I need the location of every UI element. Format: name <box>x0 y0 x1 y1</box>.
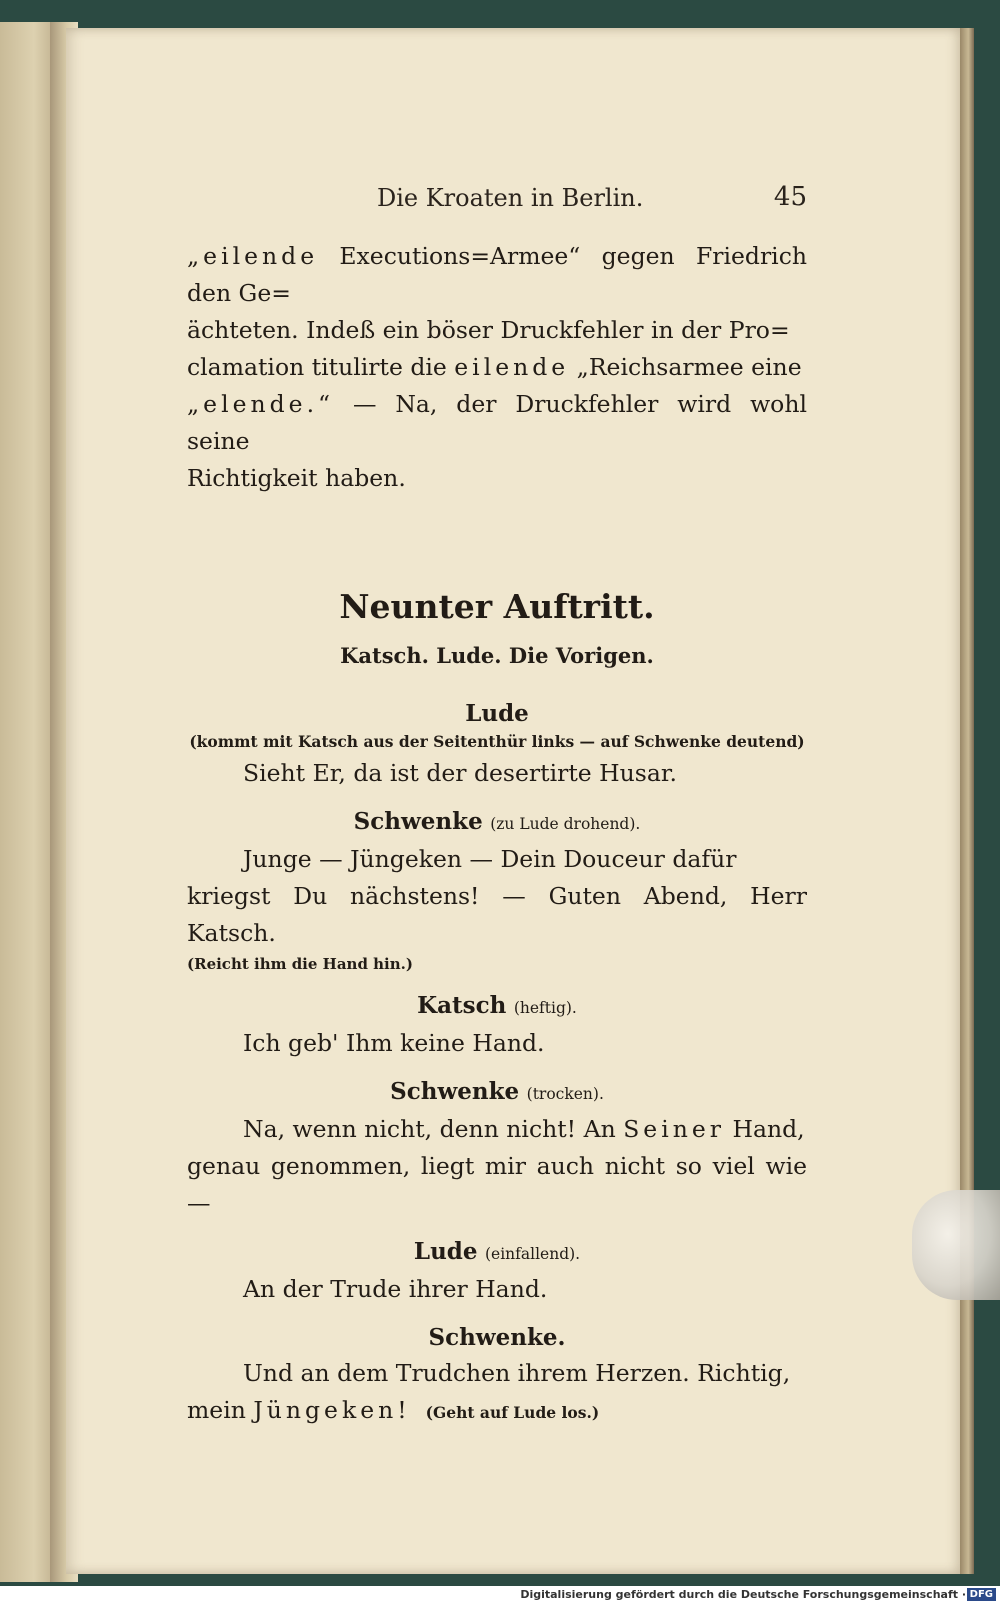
dfg-logo: DFG <box>967 1588 996 1601</box>
dialogue-line: genau genommen, liegt mir auch nicht so viel wie — <box>187 1152 807 1217</box>
funding-credit: Digitalisierung gefördert durch die Deutsche Forschungsgemeinschaft · <box>520 1588 966 1601</box>
stage-direction: (einfallend). <box>484 1245 581 1263</box>
stage-direction: (Reicht ihm die Hand hin.) <box>187 955 413 973</box>
speaker-name: Schwenke <box>390 1078 520 1105</box>
text-span: — Na, der Druckfehler wird wohl seine <box>187 390 807 455</box>
speaker-name: Schwenke <box>353 808 483 835</box>
paragraph-line: Richtigkeit haben. <box>187 464 406 492</box>
speaker-name: Lude <box>465 700 529 727</box>
running-title: Die Kroaten in Berlin. <box>377 184 644 212</box>
spaced-text: eilende <box>454 353 570 381</box>
dialogue-line: Und an dem Trudchen ihrem Herzen. Richtig, <box>243 1359 791 1387</box>
paragraph-line <box>187 349 807 386</box>
spaced-text: „eilende <box>187 242 319 270</box>
speaker-line <box>187 988 807 1025</box>
speaker-name: Katsch <box>417 992 507 1019</box>
stage-direction: (heftig). <box>513 999 577 1017</box>
spaced-text: Jüngeken! <box>253 1396 411 1424</box>
speaker-name: Lude <box>413 1238 478 1265</box>
speaker-name: Schwenke. <box>428 1324 566 1351</box>
speaker-line <box>187 1074 807 1111</box>
thumb-overlay <box>912 1190 1000 1300</box>
spaced-text: „elende.“ <box>187 390 335 418</box>
page-body <box>187 238 807 1431</box>
dialogue-line <box>187 1392 807 1431</box>
paragraph-line <box>187 238 807 312</box>
paragraph-line: ächteten. Indeß ein böser Druckfehler in der Pro= <box>187 316 790 344</box>
dialogue-line <box>187 1111 807 1148</box>
stage-direction: (kommt mit Katsch aus der Seitenthür links — auf Schwenke deutend) <box>189 732 805 751</box>
stage-direction: (Geht auf Lude los.) <box>425 1403 600 1422</box>
scene-heading: Neunter Auftritt. <box>339 587 655 626</box>
dialogue-line: Sieht Er, da ist der desertirte Husar. <box>243 759 677 787</box>
scene-characters: Katsch. Lude. Die Vorigen. <box>340 643 654 668</box>
speaker-line <box>187 804 807 841</box>
page-header <box>187 182 807 218</box>
text-span: Hand, <box>725 1115 805 1143</box>
spaced-text: Seiner <box>623 1115 725 1143</box>
text-span: clamation titulirte die <box>187 353 455 381</box>
dialogue-line: Ich geb' Ihm keine Hand. <box>243 1029 545 1057</box>
text-span: „Reichsarmee eine <box>569 353 802 381</box>
dialogue-line: Junge — Jüngeken — Dein Douceur dafür <box>243 845 737 873</box>
page-stack-edge <box>960 28 974 1574</box>
dialogue-line: An der Trude ihrer Hand. <box>243 1275 548 1303</box>
text-span: Executions=Armee“ gegen Friedrich den Ge= <box>187 242 807 307</box>
paragraph-line <box>187 386 807 460</box>
page-number: 45 <box>773 182 807 212</box>
speaker-line <box>187 1320 807 1355</box>
speaker-line <box>187 696 807 731</box>
stage-direction: (trocken). <box>526 1085 604 1103</box>
text-span: mein <box>187 1396 254 1424</box>
text-span: Na, wenn nicht, denn nicht! An <box>243 1115 624 1143</box>
dialogue-line: kriegst Du nächstens! — Guten Abend, Herr Katsch. <box>187 882 807 947</box>
speaker-line <box>187 1234 807 1271</box>
stage-direction: (zu Lude drohend). <box>490 815 641 833</box>
